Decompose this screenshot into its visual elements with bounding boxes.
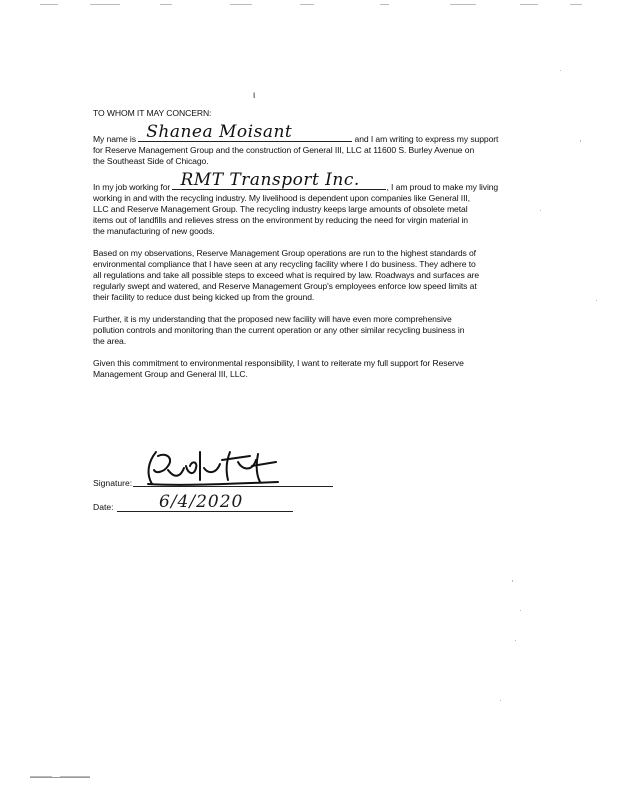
name-prefix: My name is xyxy=(93,134,136,144)
paragraph-observations-line2: environmental compliance that I have seen at any recycling facility where I do business. They adhere to xyxy=(93,259,476,269)
paragraph-job-line4: items out of landfills and relieves stress on the environment by reducing the need for virgin material in xyxy=(93,215,468,225)
handwritten-company: RMT Transport Inc. xyxy=(180,170,360,190)
paragraph-job-line2: working in and with the recycling industry. My livelihood is dependent upon companies like General III, xyxy=(93,193,470,203)
paragraph-understanding-line3: the area. xyxy=(93,336,127,346)
handwritten-date: 6/4/2020 xyxy=(159,492,244,512)
handwritten-name: Shanea Moisant xyxy=(146,122,293,142)
paragraph-job xyxy=(93,170,523,193)
paragraph-name-line2: for Reserve Management Group and the construction of General III, LLC at 11600 S. Burley Avenue on xyxy=(93,145,475,155)
name-suffix: and I am writing to express my support xyxy=(354,134,499,144)
signature-block xyxy=(93,456,393,526)
job-prefix: In my job working for xyxy=(93,182,171,192)
paragraph-commitment-line2: Management Group and General III, LLC. xyxy=(93,369,248,379)
scan-footer-mark xyxy=(30,775,90,781)
scan-mark: ι xyxy=(253,90,256,101)
paragraph-job-line3: LLC and Reserve Management Group. The recycling industry keeps large amounts of obsolete metal xyxy=(93,204,468,214)
paragraph-name-line3: the Southeast Side of Chicago. xyxy=(93,156,209,166)
name-line xyxy=(138,122,352,142)
company-line xyxy=(172,170,386,190)
job-suffix: , I am proud to make my living xyxy=(386,182,499,192)
paragraph-understanding-line1: Further, it is my understanding that the proposed new facility will have even more comprehensive xyxy=(93,314,452,324)
letter-body xyxy=(93,108,523,380)
paragraph-observations-line1: Based on my observations, Reserve Management Group operations are run to the highest standards of xyxy=(93,248,476,258)
paragraph-job-line5: the manufacturing of new goods. xyxy=(93,226,215,236)
paragraph-commitment-line1: Given this commitment to environmental responsibility, I want to reiterate my full support for Reserve xyxy=(93,358,464,368)
salutation: TO WHOM IT MAY CONCERN: xyxy=(93,108,212,118)
date-label: Date: xyxy=(93,502,114,512)
paragraph-name xyxy=(93,122,523,145)
handwritten-signature xyxy=(138,448,288,490)
paragraph-observations-line5: their facility to reduce dust being kicked up from the ground. xyxy=(93,292,315,302)
paragraph-understanding-line2: pollution controls and monitoring than the current operation or any other similar recycling business in xyxy=(93,325,465,335)
signature-label: Signature: xyxy=(93,478,133,488)
paragraph-observations-line3: all regulations and take all possible steps to exceed what is required by law. Roadways and surfaces are xyxy=(93,270,480,280)
paragraph-observations-line4: regularly swept and watered, and Reserve Management Group's employees enforce low speed limits at xyxy=(93,281,477,291)
